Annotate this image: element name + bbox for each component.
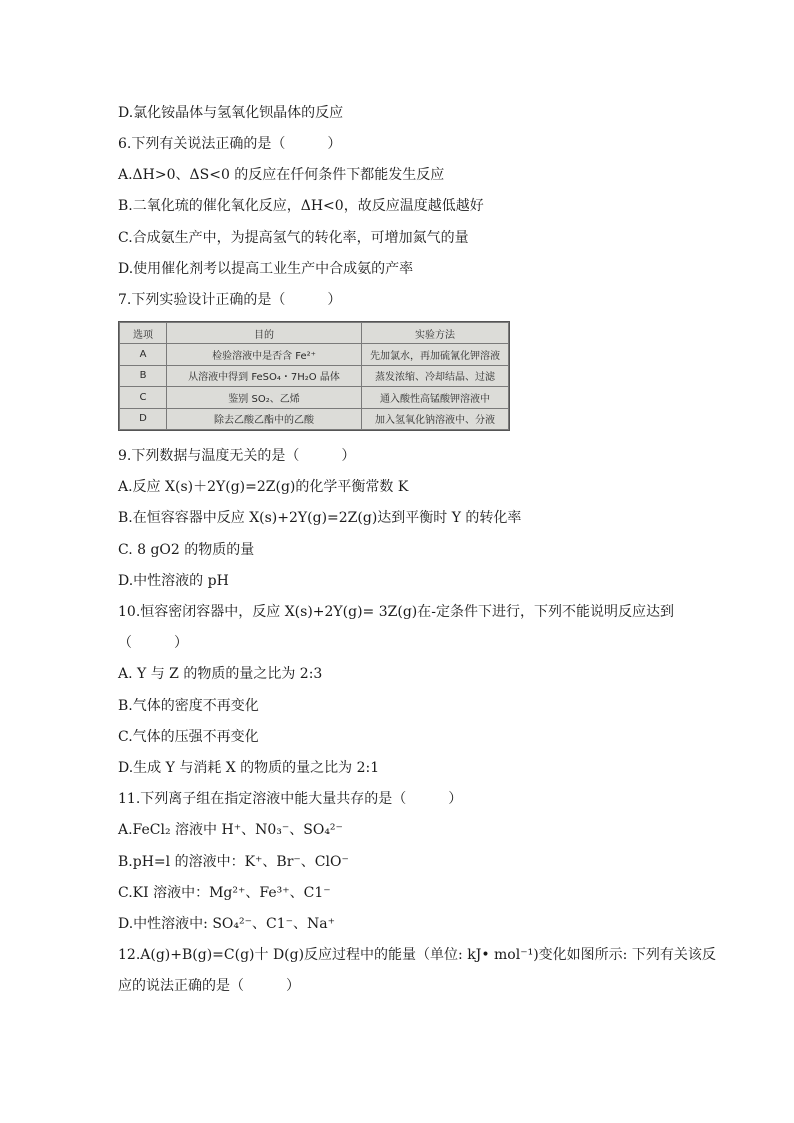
option-9d: D.中性溶液的 pH (118, 573, 229, 589)
option-9a: A.反应 X(s)＋2Y(g)=2Z(g)的化学平衡常数 K (118, 479, 409, 495)
table-row (120, 387, 509, 409)
question-7: 7.下列实验设计正确的是（ ） (118, 292, 342, 308)
question-11: 11.下列离子组在指定溶液中能大量共存的是（ ） (118, 791, 463, 807)
question-9: 9.下列数据与温度无关的是（ ） (118, 448, 356, 464)
table-row (120, 365, 509, 387)
table-cell: 鉴别 SO₂、乙烯 (167, 387, 362, 409)
question-10: 10.恒容密闭容器中，反应 X(s)+2Y(g)= 3Z(g)在-定条件下进行，下列不能说明反应达到 (118, 604, 674, 620)
question-12: 12.A(g)+B(g)=C(g)十 D(g)反应过程中的能量（单位: kJ• mol⁻¹)变化如图所示: 下列有关该反 (118, 947, 716, 963)
table-header: 实验方法 (362, 323, 509, 344)
option-9c: C. 8 gO2 的物质的量 (118, 542, 255, 558)
table-header: 目的 (167, 323, 362, 344)
table-cell: 检验溶液中是否含 Fe²⁺ (167, 344, 362, 366)
table-header-row (120, 323, 509, 344)
option-11a: A.FeCl₂ 溶液中 H⁺、N0₃⁻、SO₄²⁻ (118, 822, 343, 838)
table-cell: 从溶液中得到 FeSO₄・7H₂O 晶体 (167, 365, 362, 387)
table-cell: 加入氢氧化钠溶液中、分液 (362, 408, 509, 430)
table-cell: 蒸发浓缩、冷却结晶、过滤 (362, 365, 509, 387)
table-cell: B (120, 365, 167, 387)
option-10c: C.气体的压强不再变化 (118, 729, 259, 745)
option-10b: B.气体的密度不再变化 (118, 698, 259, 714)
option-11b: B.pH=l 的溶液中：K⁺、Br⁻、ClO⁻ (118, 854, 349, 870)
experiment-table (118, 321, 510, 431)
option-6c: C.合成氨生产中，为提高氢气的转化率，可增加氮气的量 (118, 230, 469, 246)
table-cell: 先加氯水，再加硫氰化钾溶液 (362, 344, 509, 366)
table-row (120, 344, 509, 366)
question-12-cont: 应的说法正确的是（ ） (118, 978, 300, 994)
table-cell: A (120, 344, 167, 366)
text-line: D.氯化铵晶体与氢氧化钡晶体的反应 (118, 105, 344, 121)
table-cell: D (120, 408, 167, 430)
option-11d: D.中性溶液中: SO₄²⁻、C1⁻、Na⁺ (118, 916, 336, 932)
table-row (120, 408, 509, 430)
option-11c: C.KI 溶液中：Mg²⁺、Fe³⁺、C1⁻ (118, 885, 331, 901)
table-header: 选项 (120, 323, 167, 344)
table-cell: 通入酸性高锰酸钾溶液中 (362, 387, 509, 409)
question-6: 6.下列有关说法正确的是（ ） (118, 136, 342, 152)
option-6b: B.二氧化琉的催化氧化反应，ΔH<0，故反应温度越低越好 (118, 198, 484, 214)
option-10d: D.生成 Y 与消耗 X 的物质的量之比为 2:1 (118, 760, 380, 776)
question-10-cont: （ ） (118, 635, 188, 651)
option-6d: D.使用催化剂考以提高工业生产中合成氨的产率 (118, 261, 414, 277)
option-9b: B.在恒容容器中反应 X(s)+2Y(g)=2Z(g)达到平衡时 Y 的转化率 (118, 510, 522, 526)
table-cell: 除去乙酸乙酯中的乙酸 (167, 408, 362, 430)
option-10a: A. Y 与 Z 的物质的量之比为 2:3 (118, 666, 323, 682)
option-6a: A.ΔH>0、ΔS<0 的反应在仟何条件下都能发生反应 (118, 167, 445, 183)
table-cell: C (120, 387, 167, 409)
